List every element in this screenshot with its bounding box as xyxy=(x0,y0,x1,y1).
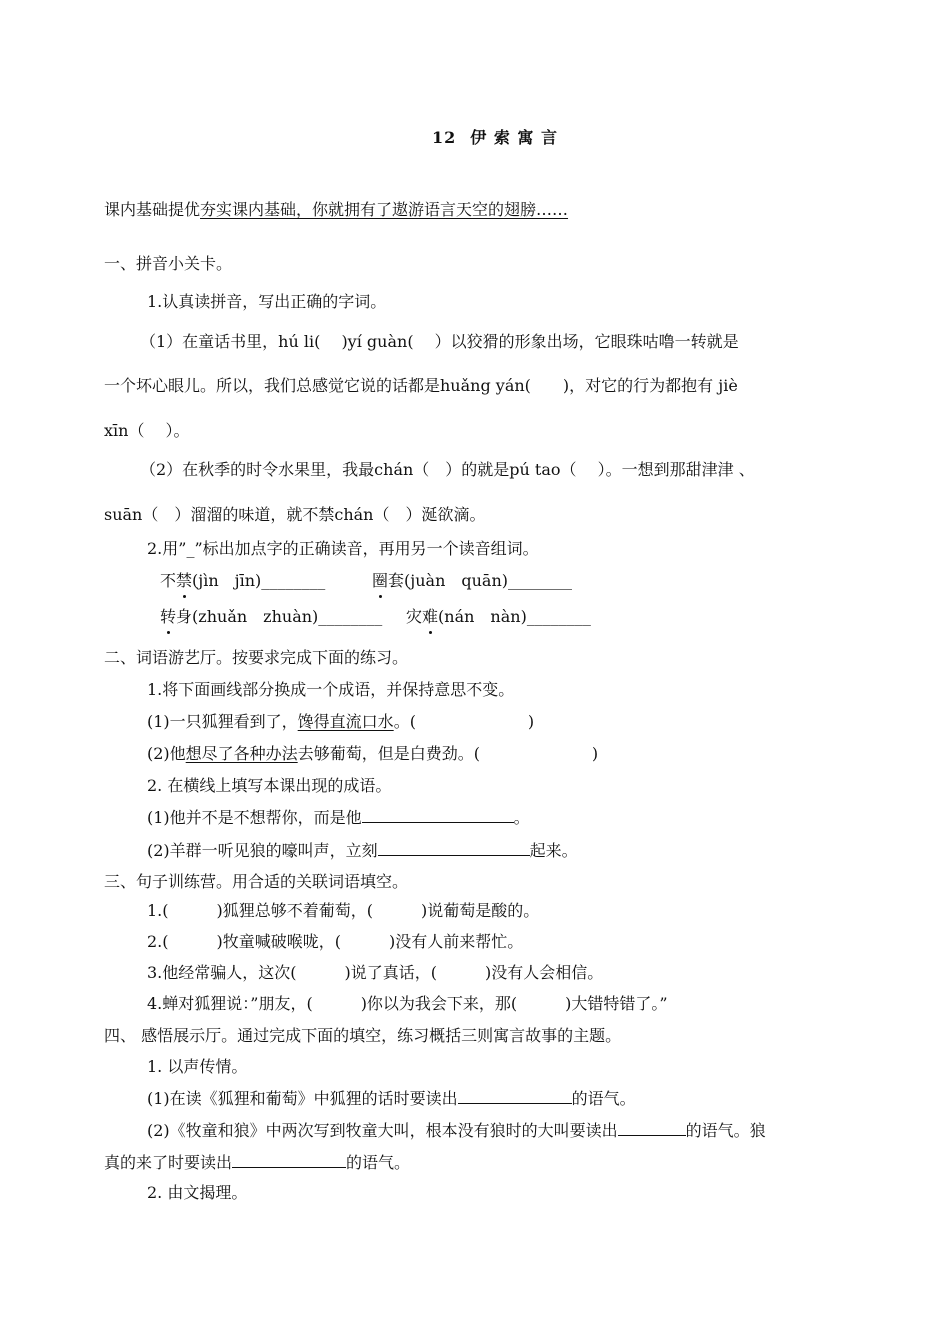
intro-prefix: 课内基础提优 xyxy=(104,200,201,219)
sentence-text: (2)他 xyxy=(147,744,186,763)
tone-sentence-2-cont xyxy=(104,1151,410,1174)
dotted-char: 转 xyxy=(160,607,177,626)
section1-q2: 2.用”_”标出加点字的正确读音，再用另一个读音组词。 xyxy=(147,539,539,558)
idiom-sentence-2 xyxy=(147,743,598,765)
section1-p1-line2: 一个坏心眼儿。所以，我们总感觉它说的话都是huǎng yán( )，对它的行为都抱有 jiè xyxy=(104,376,738,395)
section1-heading: 一、拼音小关卡。 xyxy=(104,254,233,273)
lesson-number: 12 xyxy=(432,128,457,147)
conjunction-sentence-2: 2.( )牧童喊破喉咙，( )没有人前来帮忙。 xyxy=(147,932,524,951)
word-char: 身 xyxy=(176,607,193,626)
section1-p1-line1: （1）在童话书里，hú li( )yí guàn( ）以狡猾的形象出场，它眼珠咕噜一转就是 xyxy=(140,332,739,351)
pinyin-options: (juàn quān)________ xyxy=(404,571,573,590)
fill-blank[interactable] xyxy=(458,1087,572,1104)
pronunciation-item-3 xyxy=(160,606,382,628)
word-char: 套 xyxy=(388,571,405,590)
conjunction-sentence-4: 4.蝉对狐狸说：”朋友，( )你以为我会下来，那( )大错特错了。” xyxy=(147,994,668,1013)
underlined-phrase: 想尽了各种办法 xyxy=(185,744,298,763)
conjunction-sentence-3: 3.他经常骗人，这次( )说了真话，( )没有人会相信。 xyxy=(147,963,604,982)
pinyin-options: (zhuǎn zhuàn)________ xyxy=(192,607,383,626)
section2-q2: 2. 在横线上填写本课出现的成语。 xyxy=(147,776,392,795)
fill-sentence-2 xyxy=(147,839,578,862)
fill-blank[interactable] xyxy=(362,806,514,823)
fill-blank[interactable] xyxy=(232,1151,346,1168)
fill-blank[interactable] xyxy=(618,1119,686,1136)
fill-blank[interactable] xyxy=(378,839,530,856)
sentence-text: 真的来了时要读出 xyxy=(104,1153,233,1172)
sentence-text: (2)《牧童和狼》中两次写到牧童大叫，根本没有狼时的大叫要读出 xyxy=(147,1121,618,1140)
section4-q2: 2. 由文揭理。 xyxy=(147,1183,248,1202)
pronunciation-item-1 xyxy=(160,570,325,592)
sentence-text: (1)一只狐狸看到了， xyxy=(147,712,298,731)
pinyin-options: (jìn jīn)________ xyxy=(192,571,326,590)
word-char: 灾 xyxy=(406,607,423,626)
idiom-sentence-1 xyxy=(147,711,534,733)
intro-underlined: 夯实课内基础，你就拥有了遨游语言天空的翅膀…… xyxy=(200,200,569,219)
answer-bracket: 。( ) xyxy=(393,712,535,731)
sentence-text: 的语气。狼 xyxy=(685,1121,766,1140)
word-char: 不 xyxy=(160,571,177,590)
dotted-char: 禁 xyxy=(176,571,193,590)
sentence-text: (1)他并不是不想帮你，而是他 xyxy=(147,808,362,827)
dotted-char: 难 xyxy=(422,607,439,626)
answer-bracket: 去够葡萄，但是白费劲。( ) xyxy=(297,744,599,763)
sentence-text: (1)在读《狐狸和葡萄》中狐狸的话时要读出 xyxy=(147,1089,458,1108)
conjunction-sentence-1: 1.( )狐狸总够不着葡萄，( )说葡萄是酸的。 xyxy=(147,901,540,920)
lesson-title: 伊 索 寓 言 xyxy=(470,128,558,147)
sentence-text: 。 xyxy=(513,808,530,827)
section1-p2-line1: （2）在秋季的时令水果里，我最chán（ ）的就是pú tao（ ）。一想到那甜津津 、 xyxy=(140,460,755,479)
tone-sentence-2 xyxy=(147,1119,766,1142)
section2-heading: 二、词语游艺厅。按要求完成下面的练习。 xyxy=(104,648,409,667)
section4-q1: 1. 以声传情。 xyxy=(147,1057,248,1076)
sentence-text: 的语气。 xyxy=(571,1089,636,1108)
pronunciation-item-4 xyxy=(406,606,591,628)
section4-heading: 四、 感悟展示厅。通过完成下面的填空，练习概括三则寓言故事的主题。 xyxy=(104,1026,622,1045)
section1-p1-line3: xīn（ ）。 xyxy=(104,421,190,440)
tone-sentence-1 xyxy=(147,1087,636,1110)
section3-heading: 三、句子训练营。用合适的关联词语填空。 xyxy=(104,872,409,891)
sentence-text: (2)羊群一听见狼的嚎叫声，立刻 xyxy=(147,841,378,860)
underlined-phrase: 馋得直流口水 xyxy=(297,712,394,731)
intro-line xyxy=(104,199,568,221)
section1-q1: 1.认真读拼音，写出正确的字词。 xyxy=(147,292,387,311)
sentence-text: 的语气。 xyxy=(346,1153,411,1172)
fill-sentence-1 xyxy=(147,806,530,829)
page-title xyxy=(432,127,558,149)
section1-p2-line2: suān（ ）溜溜的味道，就不禁chán（ ）涎欲滴。 xyxy=(104,505,486,524)
pronunciation-item-2 xyxy=(372,570,572,592)
pinyin-options: (nán nàn)________ xyxy=(438,607,591,626)
section2-q1: 1.将下面画线部分换成一个成语，并保持意思不变。 xyxy=(147,680,515,699)
sentence-text: 起来。 xyxy=(529,841,578,860)
dotted-char: 圈 xyxy=(372,571,389,590)
